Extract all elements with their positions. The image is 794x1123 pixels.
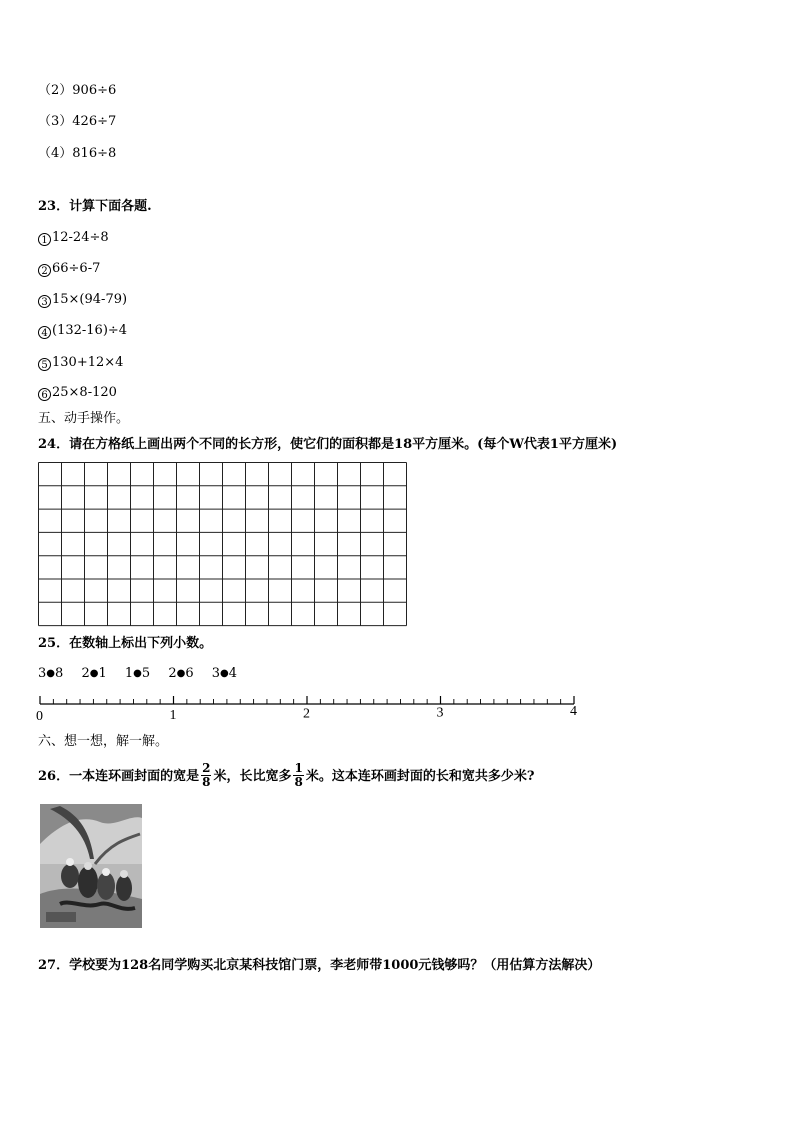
decimal-value: 3●4 bbox=[211, 666, 238, 681]
circled-number: 2 bbox=[38, 264, 51, 277]
q23-expr: 15×(94-79) bbox=[52, 292, 128, 307]
number-line[interactable] bbox=[36, 690, 586, 726]
q22-item-3: （3）426÷7 bbox=[38, 114, 117, 129]
q23-item bbox=[38, 355, 123, 371]
section-6-heading: 六、想一想，解一解。 bbox=[38, 734, 169, 749]
decimal-value: 2●6 bbox=[168, 666, 194, 681]
decimal-list bbox=[38, 666, 251, 682]
fraction-two-eighths: $\frac{2}{8}$ bbox=[202, 761, 211, 789]
number-line-label: 3 bbox=[436, 705, 444, 721]
q25-title: 25．在数轴上标出下列小数。 bbox=[38, 636, 213, 651]
number-line-label: 2 bbox=[303, 706, 310, 722]
decimal-value: 2●1 bbox=[81, 666, 107, 681]
circled-number: 4 bbox=[38, 326, 51, 339]
circled-number: 1 bbox=[38, 233, 51, 246]
q23-expr: 130+12×4 bbox=[52, 355, 124, 370]
number-line-label: 4 bbox=[570, 704, 577, 720]
q23-item bbox=[38, 230, 109, 246]
q27-text: 27．学校要为128名同学购买北京某科技馆门票，李老师带1000元钱够吗？（用估算方法解决） bbox=[38, 958, 601, 973]
decimal-value: 3●8 bbox=[38, 666, 64, 681]
q22-item-2: （2）906÷6 bbox=[38, 83, 117, 98]
q23-item bbox=[38, 261, 100, 277]
section-5-heading: 五、动手操作。 bbox=[38, 411, 130, 426]
q23-item bbox=[38, 292, 127, 308]
fraction-one-eighth: $\frac{1}{8}$ bbox=[294, 761, 303, 789]
q23-item bbox=[38, 323, 127, 339]
q23-expr: 25×8-120 bbox=[52, 385, 117, 400]
circled-number: 6 bbox=[38, 388, 51, 401]
decimal-value: 1●5 bbox=[124, 666, 151, 681]
square-grid-paper[interactable] bbox=[38, 462, 410, 628]
circled-number: 3 bbox=[38, 295, 51, 308]
q24-text: 24．请在方格纸上画出两个不同的长方形，使它们的面积都是18平方厘米。(每个W代表1平方厘米) bbox=[38, 437, 618, 452]
number-line-label: 0 bbox=[36, 709, 43, 724]
q23-item bbox=[38, 385, 117, 401]
number-line-label: 1 bbox=[169, 707, 177, 723]
comic-book-illustration bbox=[40, 804, 142, 928]
q23-expr: 12-24÷8 bbox=[52, 230, 109, 245]
q23-title: 23．计算下面各题. bbox=[38, 199, 152, 214]
q23-expr: 66÷6-7 bbox=[52, 261, 101, 276]
circled-number: 5 bbox=[38, 358, 51, 371]
q22-item-4: （4）816÷8 bbox=[38, 146, 117, 161]
q23-expr: (132-16)÷4 bbox=[52, 323, 128, 338]
q26-text: 26．一本连环画封面的宽是 $\frac{2}{8}$ 米，长比宽多 $\frac{1}{8}$ 米。这本连环画封面的长和宽共多少米? bbox=[38, 761, 535, 789]
